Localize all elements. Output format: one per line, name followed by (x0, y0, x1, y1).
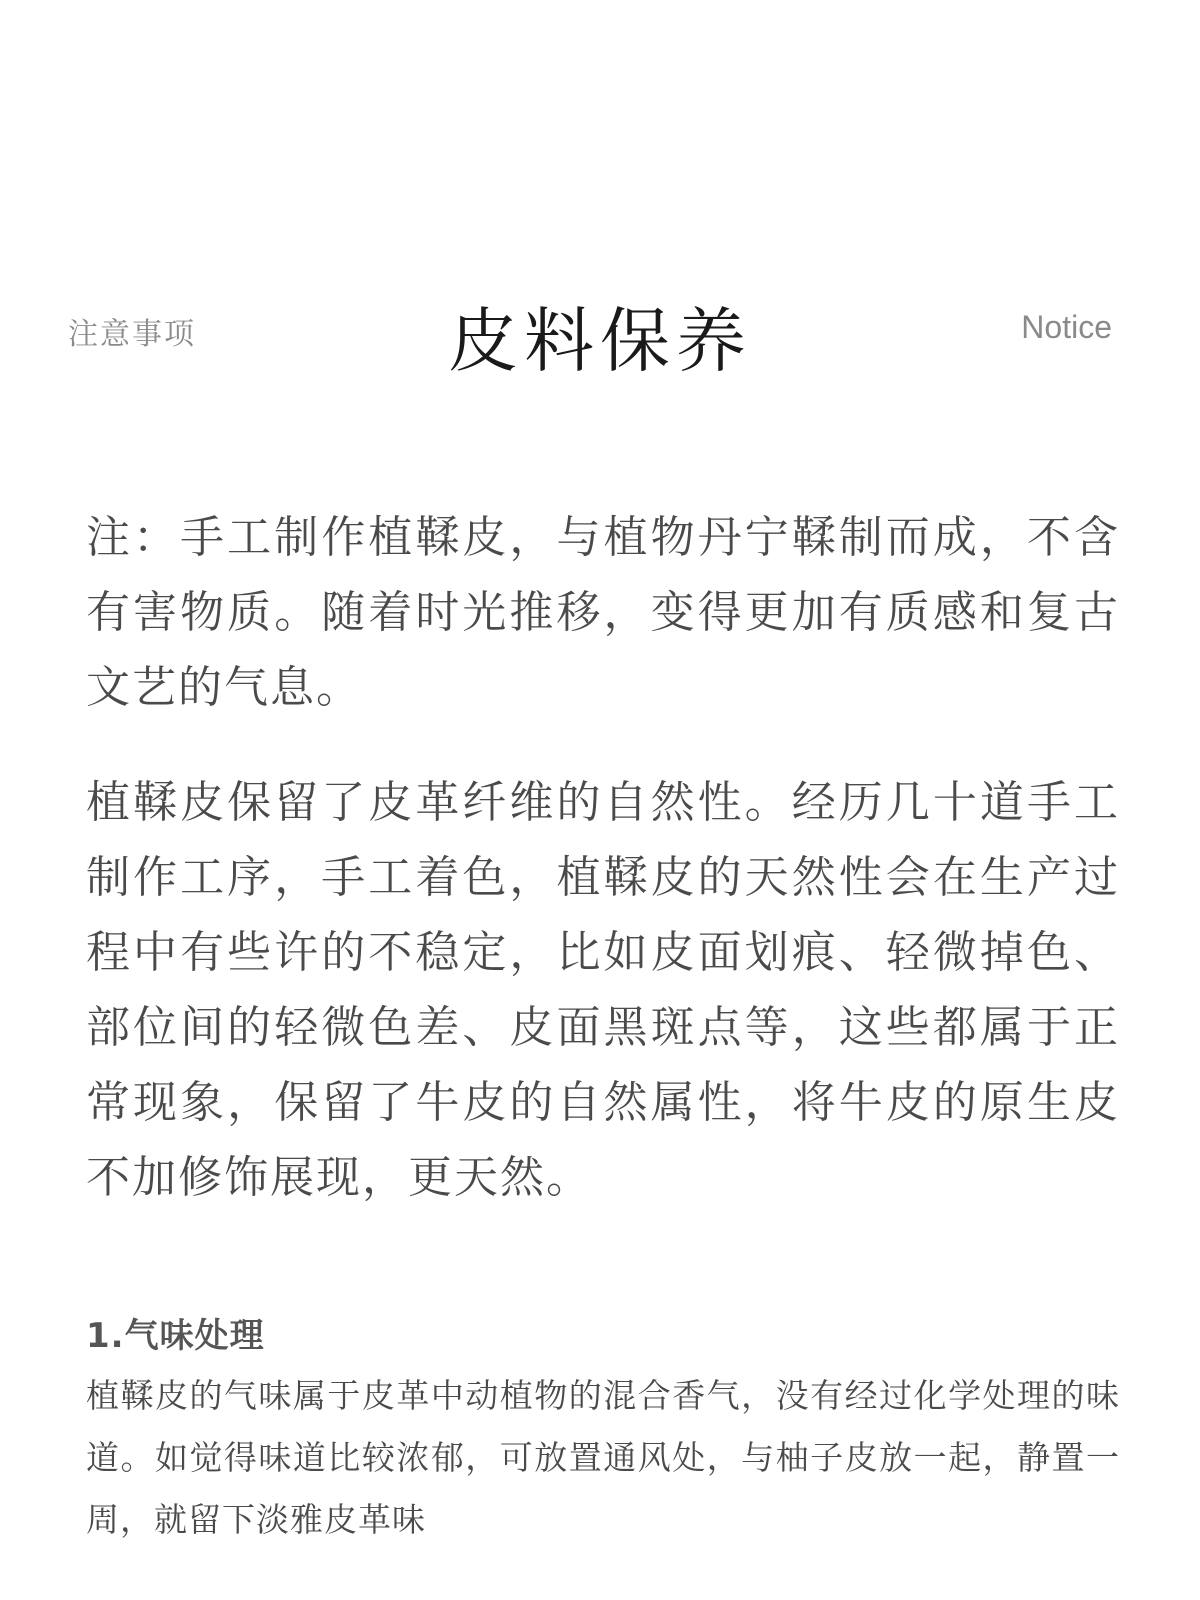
section-body: 植鞣皮的气味属于皮革中动植物的混合香气，没有经过化学处理的味道。如觉得味道比较浓郁，可放置通风处，与柚子皮放一起，静置一周，就留下淡雅皮革味 (86, 1376, 1120, 1539)
page-title: 皮料保养 (448, 300, 752, 382)
page-header (0, 285, 1200, 395)
section-odor-treatment (86, 1308, 1120, 1551)
intro-content (86, 500, 1120, 1215)
intro-paragraph-1: 注：手工制作植鞣皮，与植物丹宁鞣制而成，不含有害物质。随着时光推移，变得更加有质感和复古文艺的气息。 (86, 512, 1120, 713)
header-notice-label-cn: 注意事项 (68, 317, 196, 352)
header-notice-label-en: Notice (1021, 309, 1112, 345)
intro-paragraph-2: 植鞣皮保留了皮革纤维的自然性。经历几十道手工制作工序，手工着色，植鞣皮的天然性会在生产过程中有些许的不稳定，比如皮面划痕、轻微掉色、部位间的轻微色差、皮面黑斑点等，这些都属于正常现象，保留了牛皮的自然属性，将牛皮的原生皮不加修饰展现，更天然。 (86, 777, 1120, 1203)
section-title: 1.气味处理 (86, 1316, 265, 1356)
